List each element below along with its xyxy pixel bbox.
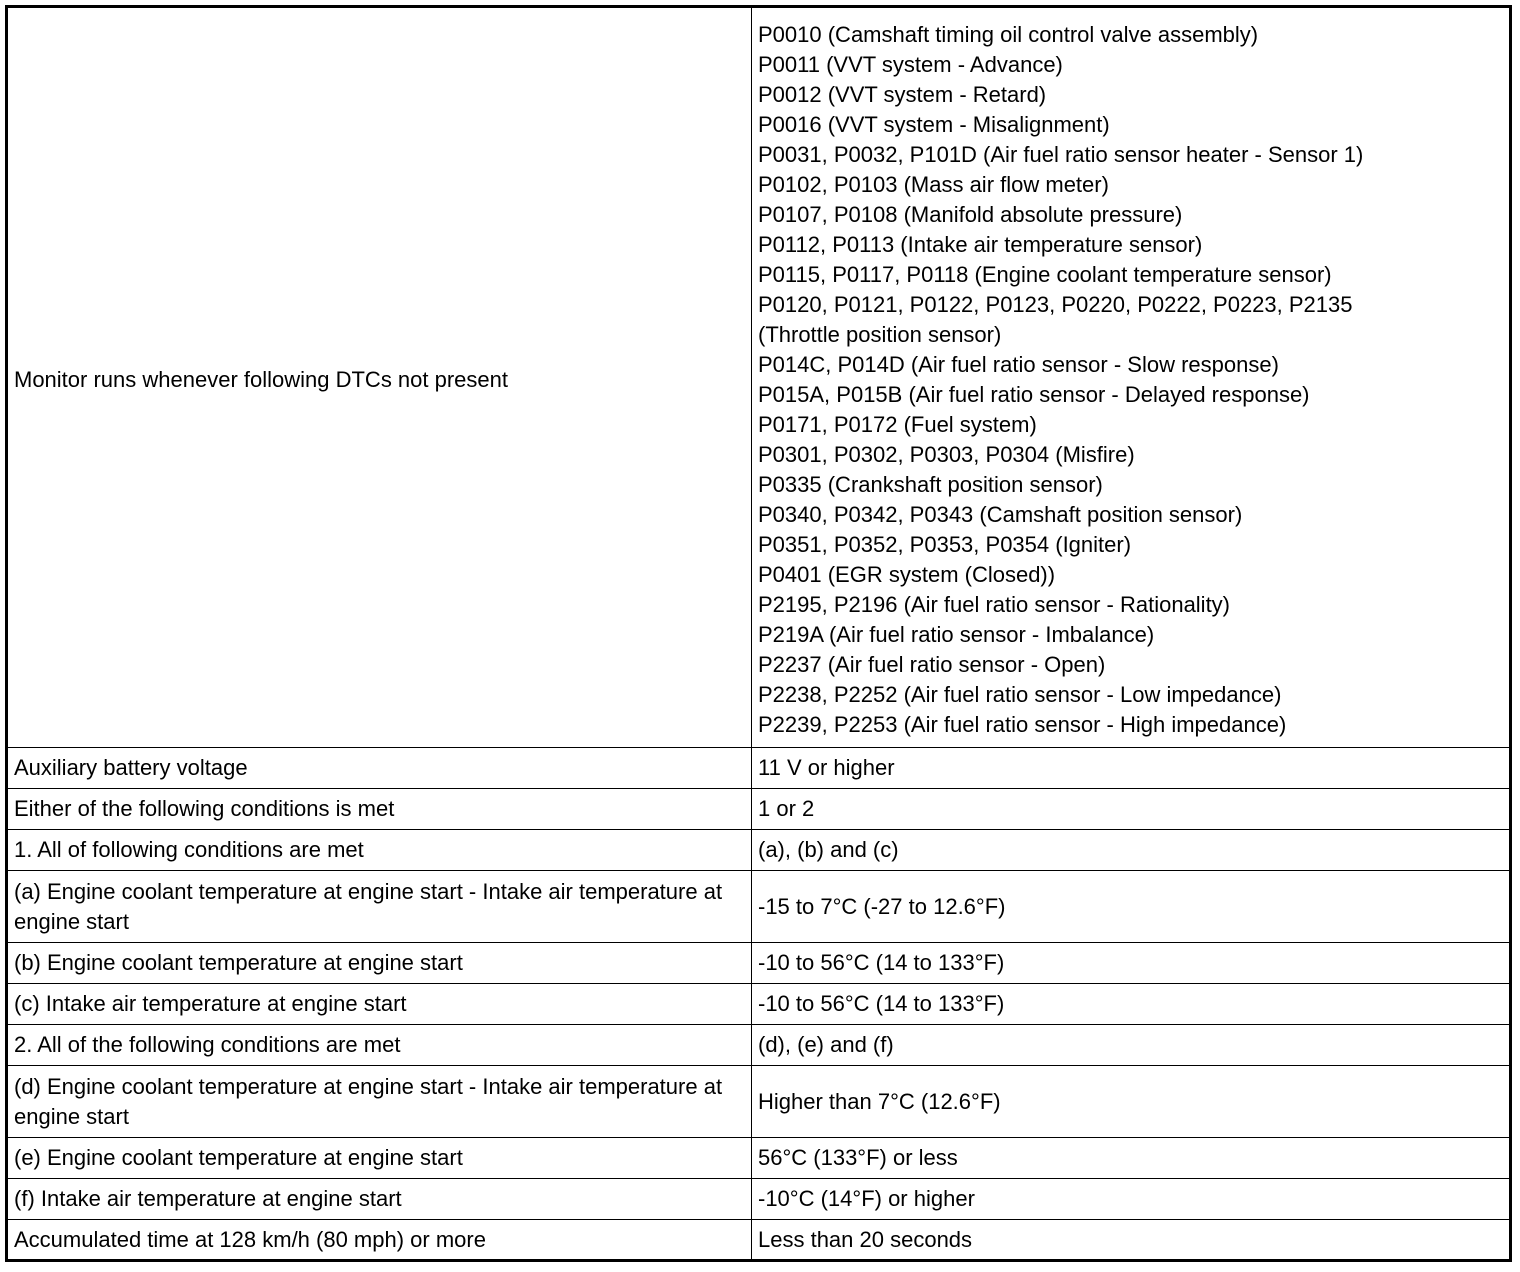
table-row-dtc [7, 7, 1511, 748]
row-value: -10 to 56°C (14 to 133°F) [752, 984, 1511, 1025]
dtc-item: P0340, P0342, P0343 (Camshaft position sensor) [758, 502, 1243, 527]
row-label: Monitor runs whenever following DTCs not present [7, 7, 752, 748]
conditions-table [5, 5, 1512, 1262]
dtc-item: P0171, P0172 (Fuel system) [758, 412, 1037, 437]
row-value: (a), (b) and (c) [752, 830, 1511, 871]
dtc-item: P0016 (VVT system - Misalignment) [758, 112, 1110, 137]
table-row [7, 1138, 1511, 1179]
row-label: (d) Engine coolant temperature at engine start - Intake air temperature at engine start [7, 1066, 752, 1138]
dtc-item: P0351, P0352, P0353, P0354 (Igniter) [758, 532, 1132, 557]
dtc-item: (Throttle position sensor) [758, 322, 1002, 347]
table-row [7, 830, 1511, 871]
dtc-item: P2195, P2196 (Air fuel ratio sensor - Rationality) [758, 592, 1231, 617]
row-value: 11 V or higher [752, 748, 1511, 789]
dtc-item: P0301, P0302, P0303, P0304 (Misfire) [758, 442, 1135, 467]
dtc-item: P0401 (EGR system (Closed)) [758, 562, 1056, 587]
dtc-item: P0012 (VVT system - Retard) [758, 82, 1047, 107]
row-value: 1 or 2 [752, 789, 1511, 830]
table-row [7, 943, 1511, 984]
row-label: 1. All of following conditions are met [7, 830, 752, 871]
row-value: Higher than 7°C (12.6°F) [752, 1066, 1511, 1138]
row-value: -15 to 7°C (-27 to 12.6°F) [752, 871, 1511, 943]
table-row [7, 1220, 1511, 1261]
row-label: 2. All of the following conditions are met [7, 1025, 752, 1066]
row-value: (d), (e) and (f) [752, 1025, 1511, 1066]
row-value: -10°C (14°F) or higher [752, 1179, 1511, 1220]
table-row [7, 1179, 1511, 1220]
dtc-item: P2239, P2253 (Air fuel ratio sensor - High impedance) [758, 712, 1287, 737]
row-label: Accumulated time at 128 km/h (80 mph) or more [7, 1220, 752, 1261]
dtc-item: P0115, P0117, P0118 (Engine coolant temperature sensor) [758, 262, 1332, 287]
table-row [7, 984, 1511, 1025]
dtc-item: P014C, P014D (Air fuel ratio sensor - Slow response) [758, 352, 1279, 377]
dtc-item: P0031, P0032, P101D (Air fuel ratio sensor heater - Sensor 1) [758, 142, 1364, 167]
table-row [7, 871, 1511, 943]
dtc-item: P0011 (VVT system - Advance) [758, 52, 1063, 77]
table-row [7, 789, 1511, 830]
dtc-item: P219A (Air fuel ratio sensor - Imbalance) [758, 622, 1155, 647]
row-label: (a) Engine coolant temperature at engine start - Intake air temperature at engine start [7, 871, 752, 943]
row-label: (b) Engine coolant temperature at engine start [7, 943, 752, 984]
row-label: (e) Engine coolant temperature at engine start [7, 1138, 752, 1179]
row-label: (f) Intake air temperature at engine start [7, 1179, 752, 1220]
dtc-item: P2237 (Air fuel ratio sensor - Open) [758, 652, 1106, 677]
dtc-item: P0010 (Camshaft timing oil control valve assembly) [758, 22, 1259, 47]
table-row [7, 1066, 1511, 1138]
dtc-item: P0102, P0103 (Mass air flow meter) [758, 172, 1109, 197]
row-value: Less than 20 seconds [752, 1220, 1511, 1261]
row-label: Auxiliary battery voltage [7, 748, 752, 789]
dtc-list [752, 7, 1511, 748]
row-label: (c) Intake air temperature at engine start [7, 984, 752, 1025]
row-label: Either of the following conditions is met [7, 789, 752, 830]
table-row [7, 748, 1511, 789]
dtc-item: P015A, P015B (Air fuel ratio sensor - Delayed response) [758, 382, 1310, 407]
row-value: 56°C (133°F) or less [752, 1138, 1511, 1179]
dtc-item: P0335 (Crankshaft position sensor) [758, 472, 1103, 497]
dtc-item: P0107, P0108 (Manifold absolute pressure) [758, 202, 1183, 227]
dtc-item: P0120, P0121, P0122, P0123, P0220, P0222, P0223, P2135 [758, 292, 1353, 317]
dtc-item: P2238, P2252 (Air fuel ratio sensor - Low impedance) [758, 682, 1282, 707]
table-row [7, 1025, 1511, 1066]
row-value: -10 to 56°C (14 to 133°F) [752, 943, 1511, 984]
dtc-item: P0112, P0113 (Intake air temperature sensor) [758, 232, 1203, 257]
